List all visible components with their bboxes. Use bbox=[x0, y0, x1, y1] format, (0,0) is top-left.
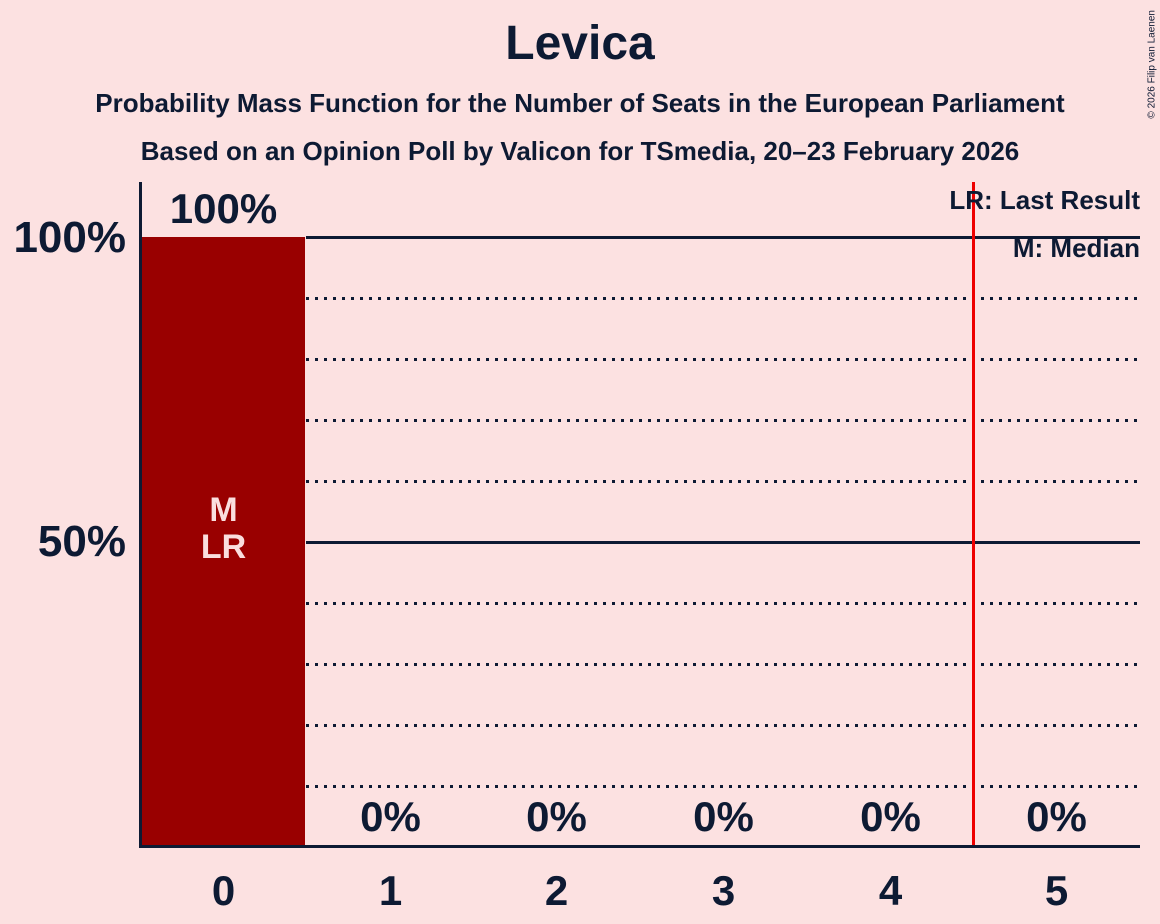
copyright-notice: © 2026 Filip van Laenen bbox=[1147, 10, 1158, 119]
x-axis-ticks bbox=[140, 869, 1140, 913]
bar-value-label-3: 0% bbox=[693, 793, 754, 840]
x-tick-3: 3 bbox=[711, 867, 736, 914]
bar-value-label-1: 0% bbox=[360, 793, 421, 840]
x-axis bbox=[139, 845, 1140, 848]
chart-source-line: Based on an Opinion Poll by Valicon for TSmedia, 20–23 February 2026 bbox=[140, 136, 1020, 166]
bar-value-label-5: 0% bbox=[1026, 793, 1087, 840]
gridline-70pct bbox=[306, 419, 1140, 422]
red-reference-line bbox=[972, 182, 975, 847]
x-tick-1: 1 bbox=[378, 867, 403, 914]
gridline-90pct bbox=[306, 297, 1140, 300]
legend-last-result: LR: Last Result bbox=[949, 185, 1140, 215]
bar-value-label-2: 0% bbox=[526, 793, 587, 840]
chart-title: Levica bbox=[505, 17, 655, 70]
gridline-40pct bbox=[306, 602, 1140, 605]
gridline-50pct bbox=[306, 541, 1140, 544]
bar-value-label-4: 0% bbox=[860, 793, 921, 840]
gridline-30pct bbox=[306, 663, 1140, 666]
gridline-10pct bbox=[306, 785, 1140, 788]
legend-median: M: Median bbox=[1012, 233, 1140, 263]
median-marker: M bbox=[209, 490, 238, 529]
chart-subtitle: Probability Mass Function for the Number of Seats in the European Parliament bbox=[95, 88, 1065, 118]
bar-value-label-0: 100% bbox=[169, 185, 278, 232]
x-tick-2: 2 bbox=[544, 867, 569, 914]
plot-area bbox=[140, 182, 1140, 847]
gridline-20pct bbox=[306, 724, 1140, 727]
y-axis-label-50: 50% bbox=[37, 517, 126, 566]
last-result-marker: LR bbox=[200, 528, 247, 566]
x-tick-5: 5 bbox=[1044, 867, 1069, 914]
gridline-80pct bbox=[306, 358, 1140, 361]
x-tick-4: 4 bbox=[878, 867, 903, 914]
x-tick-0: 0 bbox=[211, 867, 236, 914]
y-axis-label-100: 100% bbox=[13, 213, 126, 262]
pmf-bar-0-seats bbox=[142, 237, 305, 847]
gridline-60pct bbox=[306, 480, 1140, 483]
